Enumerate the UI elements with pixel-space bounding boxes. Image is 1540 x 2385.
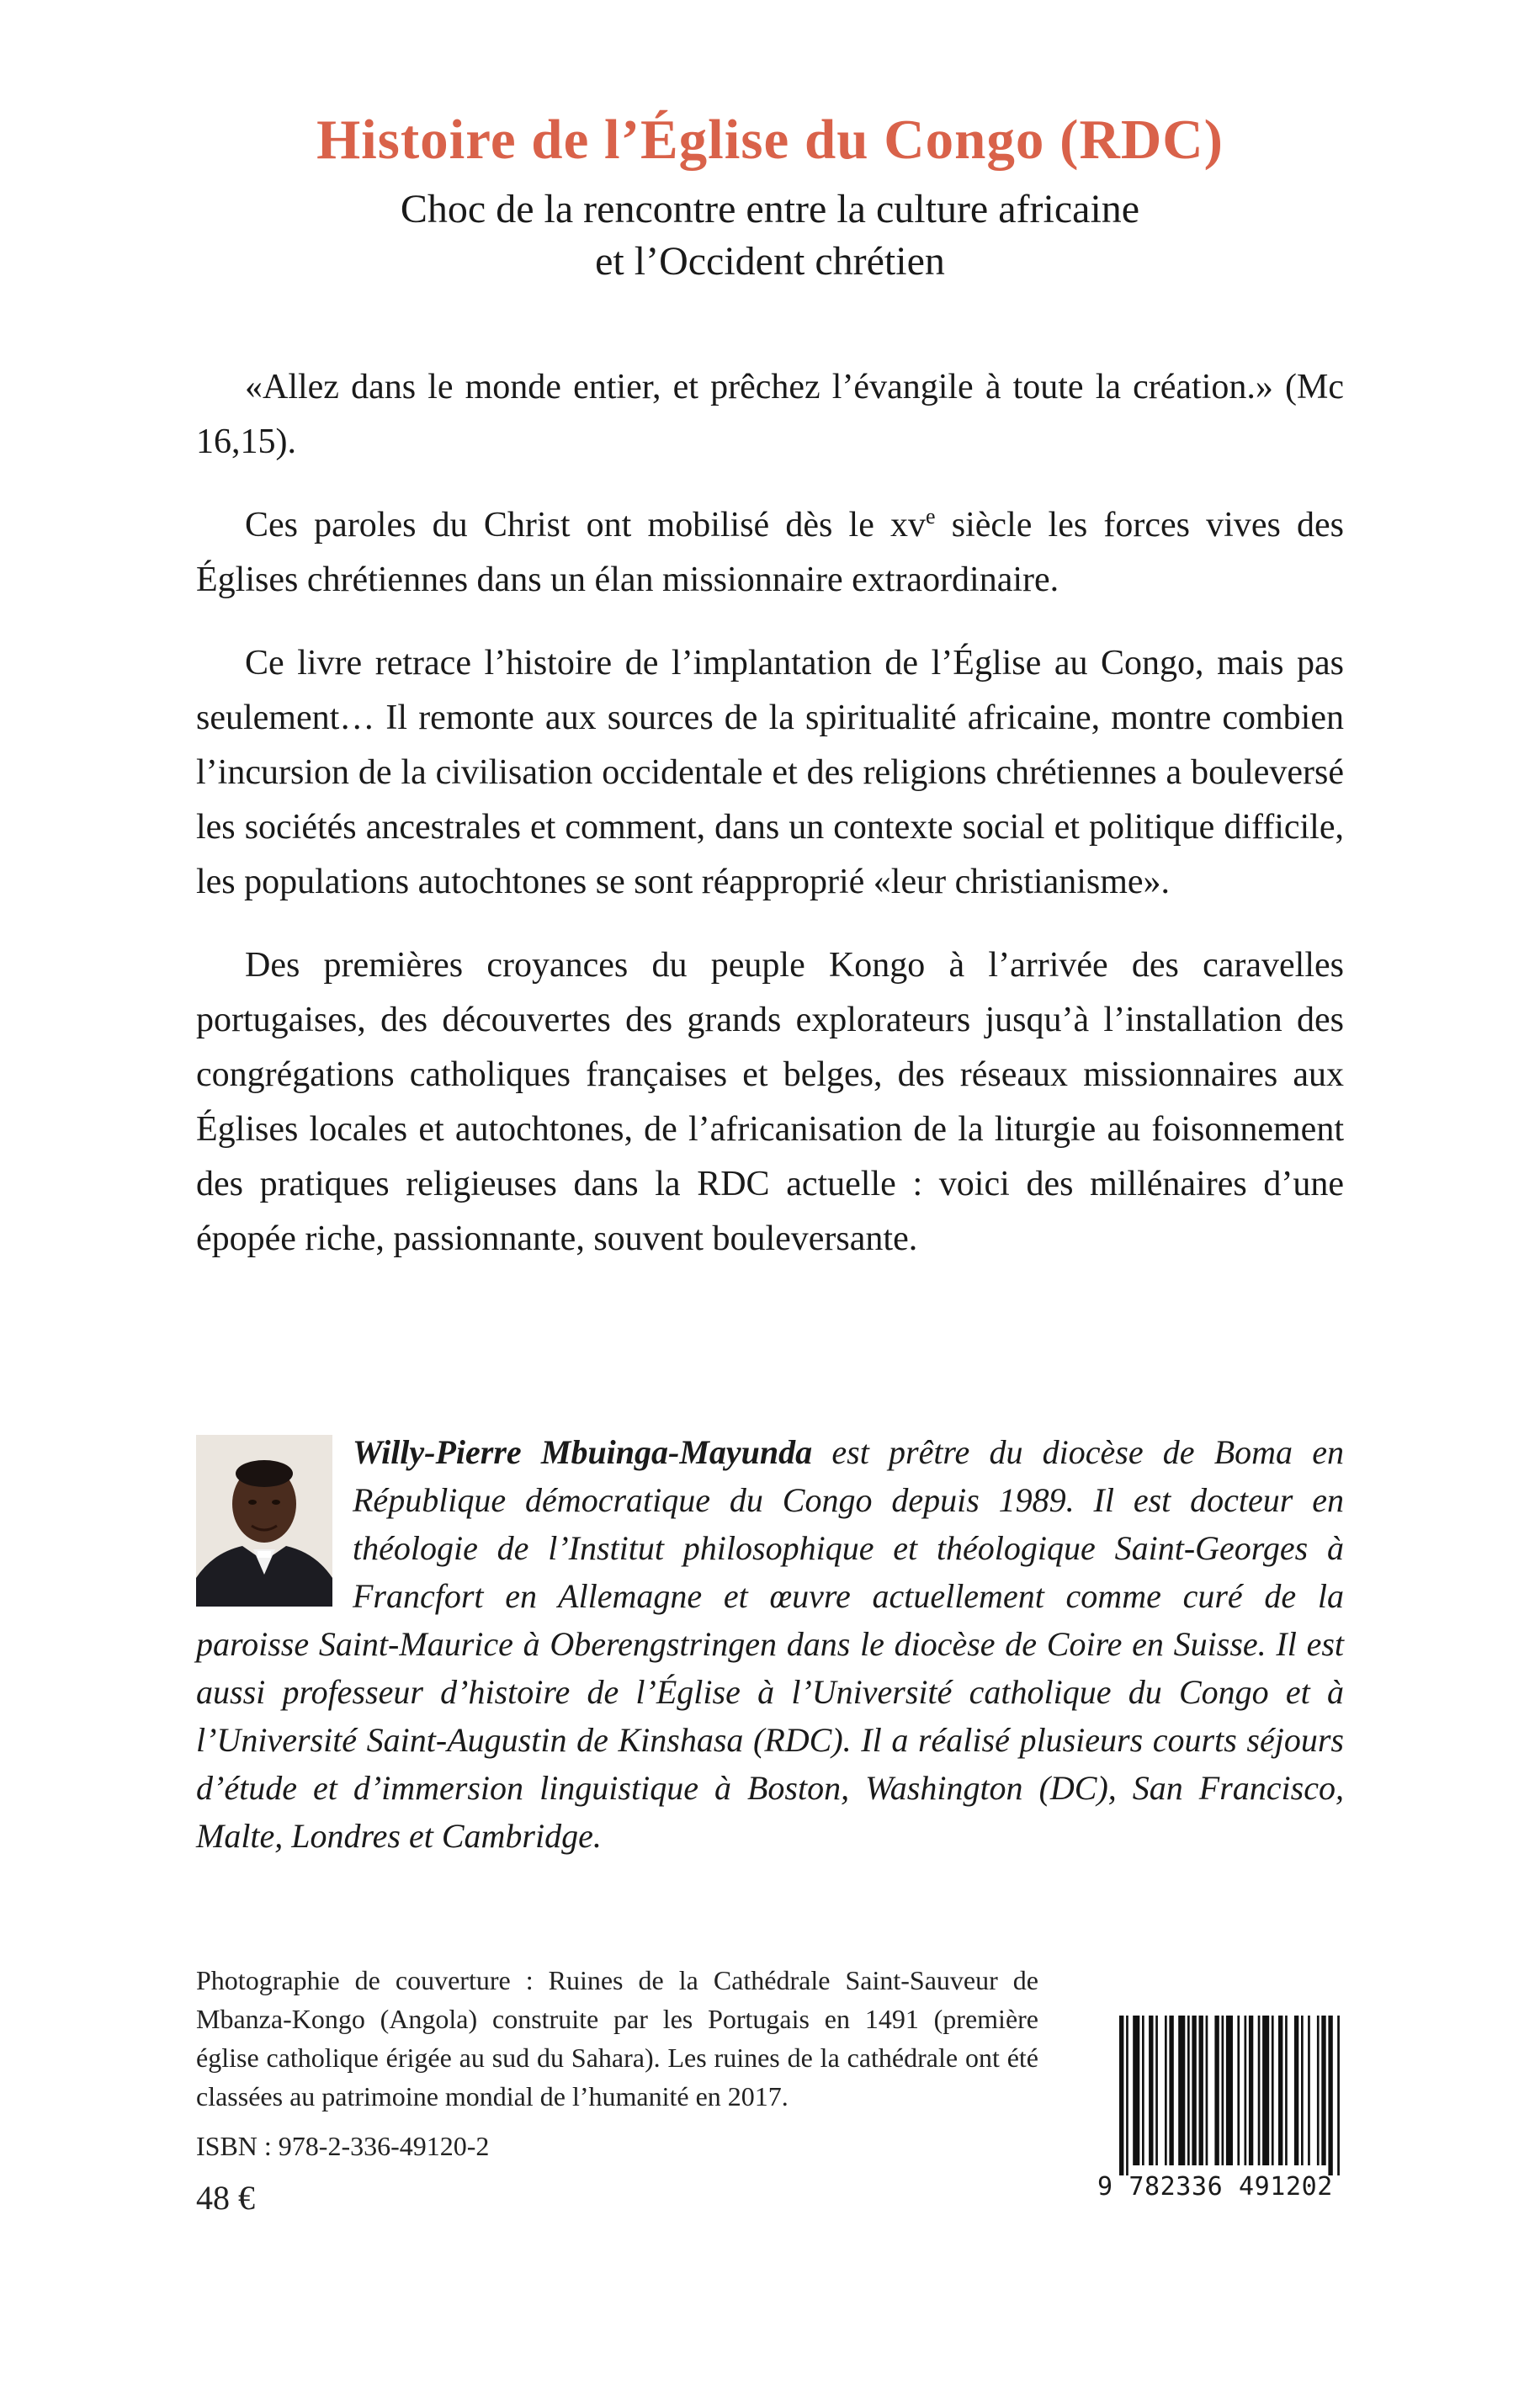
description-paragraph-3: Ce livre retrace l’histoire de l’implantation de l’Église au Congo, mais pas seulement… Il remonte aux sources de la spiritualité africaine, montre combien l’incursion de la civilisation occidentale et des religions chrétiennes a bouleversé les sociétés ancestrales et comment, dans un contexte social et politique difficile, les populations autochtones se sont réapproprié «leur christianisme». <box>196 644 1344 901</box>
author-photo <box>196 1435 332 1607</box>
barcode <box>1097 2016 1341 2218</box>
author-bio-text: est prêtre du diocèse de Boma en République démocratique du Congo depuis 1989. Il est docteur en théologie de l’Institut philosophique et théologique Saint-Georges à Francfort en Allemagne et œuvre actuellement comme curé de la paroisse Saint-Maurice à Oberengstringen dans le diocèse de Coire en Suisse. Il est aussi professeur d’histoire de l’Église à l’Université catholique du Congo et à l’Université Saint-Augustin de Kinshasa (RDC). Il a réalisé plusieurs courts séjours d’étude et d’immersion linguistique à Boston, Washington (DC), San Francisco, Malte, Londres et Cambridge. <box>196 1433 1344 1855</box>
p2-text-end: siècle les forces vives des Églises chrétiennes dans un élan missionnaire extraordinaire. <box>196 506 1345 599</box>
description <box>196 360 1344 1295</box>
barcode-bars <box>1119 2016 1341 2175</box>
barcode-digits: 9 782336 491202 <box>1097 2172 1333 2202</box>
price: 48 € <box>196 2179 255 2217</box>
p2-text-start: Ces paroles du Christ ont mobilisé dès le xv <box>245 506 927 544</box>
book-title: Histoire de l’Église du Congo (RDC) <box>316 109 1224 171</box>
subtitle-line-1: Choc de la rencontre entre la culture africaine <box>400 187 1140 231</box>
author-name: Willy-Pierre Mbuinga-Mayunda <box>353 1433 813 1471</box>
description-paragraph-2 <box>196 498 1344 608</box>
author-bio <box>196 1428 1344 1860</box>
book-subtitle <box>0 183 1540 288</box>
cover-photo-credit: Photographie de couverture : Ruines de la Cathédrale Saint-Sauveur de Mbanza-Kongo (Angola) construite par les Portugais en 1491 (première église catholique érigée au sud du Sahara). Les ruines de la cathédrale ont été classées au patrimoine mondial de l’humanité en 2017. <box>196 1965 1038 2111</box>
bible-quote: «Allez dans le monde entier, et prêchez l’évangile à toute la création.» (Mc 16,15). <box>196 368 1344 461</box>
subtitle-line-2: et l’Occident chrétien <box>595 239 945 284</box>
isbn: ISBN : 978-2-336-49120-2 <box>196 2131 490 2161</box>
century-superscript: e <box>926 504 936 529</box>
description-paragraph-4: Des premières croyances du peuple Kongo à l’arrivée des caravelles portugaises, des découvertes des grands explorateurs jusqu’à l’installation des congrégations catholiques françaises et belges, des réseaux missionnaires aux Églises locales et autochtones, de l’africanisation de la liturgie au foisonnement des pratiques religieuses dans la RDC actuelle : voici des millénaires d’une épopée riche, passionnante, souvent bouleversante. <box>196 946 1344 1258</box>
